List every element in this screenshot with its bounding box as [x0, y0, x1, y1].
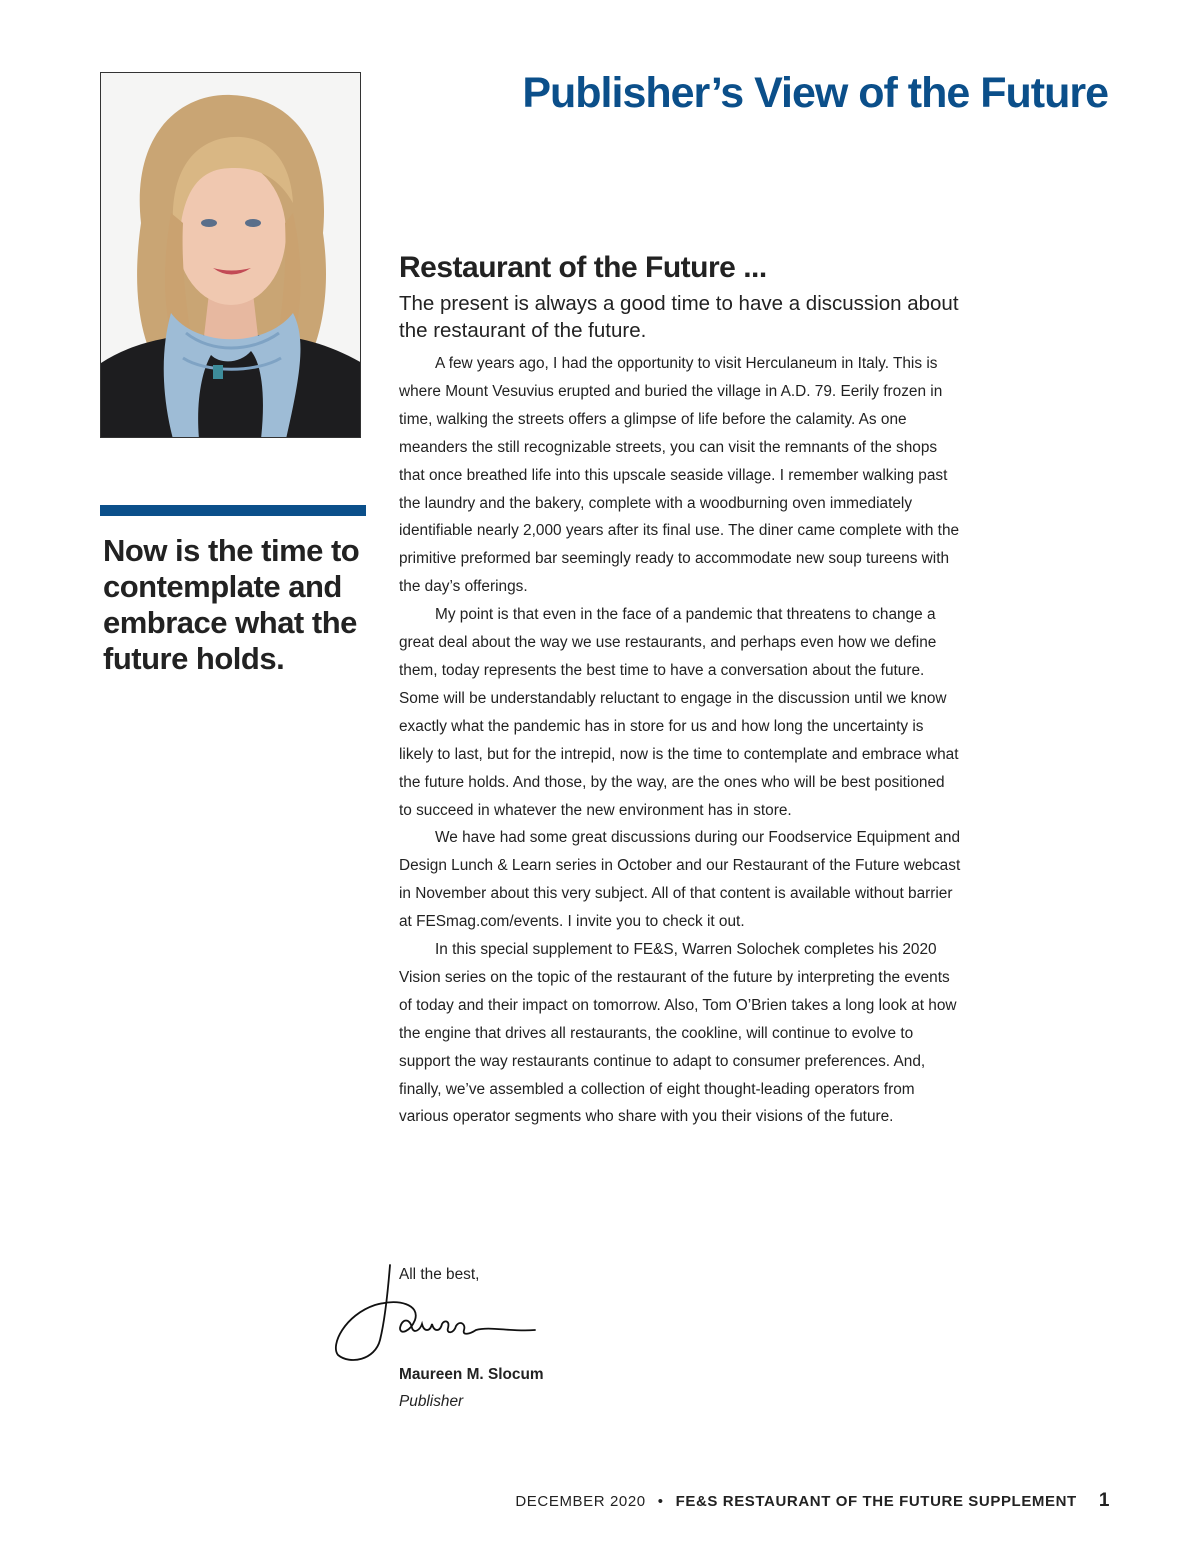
page-footer	[515, 1490, 1110, 1512]
signer-title: Publisher	[399, 1393, 464, 1410]
issue-date: DECEMBER 2020	[515, 1493, 646, 1510]
article-paragraph: We have had some great discussions during our Foodservice Equipment and Design Lunch & Learn series in October and our Restaurant of the Future webcast in November about this very subject. All of that content is available without barrier at FESmag.com/events. I invite you to check it out.	[399, 829, 961, 931]
page-number: 1	[1098, 1490, 1110, 1511]
bullet-separator: •	[657, 1493, 664, 1510]
article-body	[399, 350, 961, 1131]
article-paragraph: A few years ago, I had the opportunity to visit Herculaneum in Italy. This is where Mount Vesuvius erupted and buried the village in A.D. 79. Eerily frozen in time, walking the streets offers a glimpse of life before the calamity. As one meanders the still recognizable streets, you can visit the remnants of the shops that once breathed life into this upscale seaside village. I remember walking past the laundry and the bakery, complete with a woodburning oven immediately identifiable nearly 2,000 years after its final use. The diner came complete with the primitive preformed bar seemingly ready to accommodate new soup tureens with the day’s offerings.	[399, 355, 960, 596]
publication-name: FE&S RESTAURANT OF THE FUTURE SUPPLEMENT	[675, 1493, 1077, 1510]
article-paragraph: My point is that even in the face of a pandemic that threatens to change a great deal about the way we use restaurants, and perhaps even how we define them, today represents the best time to have a conversation about the future. Some will be understandably reluctant to engage in the discussion until we know exactly what the pandemic has in store for us and how long the uncertainty is likely to last, but for the intrepid, now is the time to contemplate and embrace what the future holds. And those, by the way, are the ones who will be best positioned to succeed in whatever the new environment has in store.	[399, 606, 959, 819]
handwritten-signature	[330, 1260, 540, 1370]
article-paragraph: In this special supplement to FE&S, Warren Solochek completes his 2020 Vision series on the topic of the restaurant of the future by interpreting the events of today and their impact on tomorrow. Also, Tom O’Brien takes a long look at how the engine that drives all restaurants, the cookline, will continue to evolve to support the way restaurants continue to adapt to consumer preferences. And, finally, we’ve assembled a collection of eight thought-leading operators from various operator segments who share with you their visions of the future.	[399, 941, 957, 1126]
article-headline: Restaurant of the Future ...	[399, 251, 767, 284]
pull-quote: Now is the time to contemplate and embrace what the future holds.	[103, 533, 360, 676]
article	[399, 250, 961, 1131]
pull-quote-rule	[100, 505, 366, 516]
closing-line: All the best,	[399, 1266, 480, 1283]
article-deck: The present is always a good time to have a discussion about the restaurant of the future.	[399, 292, 959, 342]
page-title: Publisher’s View of the Future	[522, 69, 1108, 117]
signer-name: Maureen M. Slocum	[399, 1366, 544, 1383]
publisher-portrait	[100, 72, 361, 438]
